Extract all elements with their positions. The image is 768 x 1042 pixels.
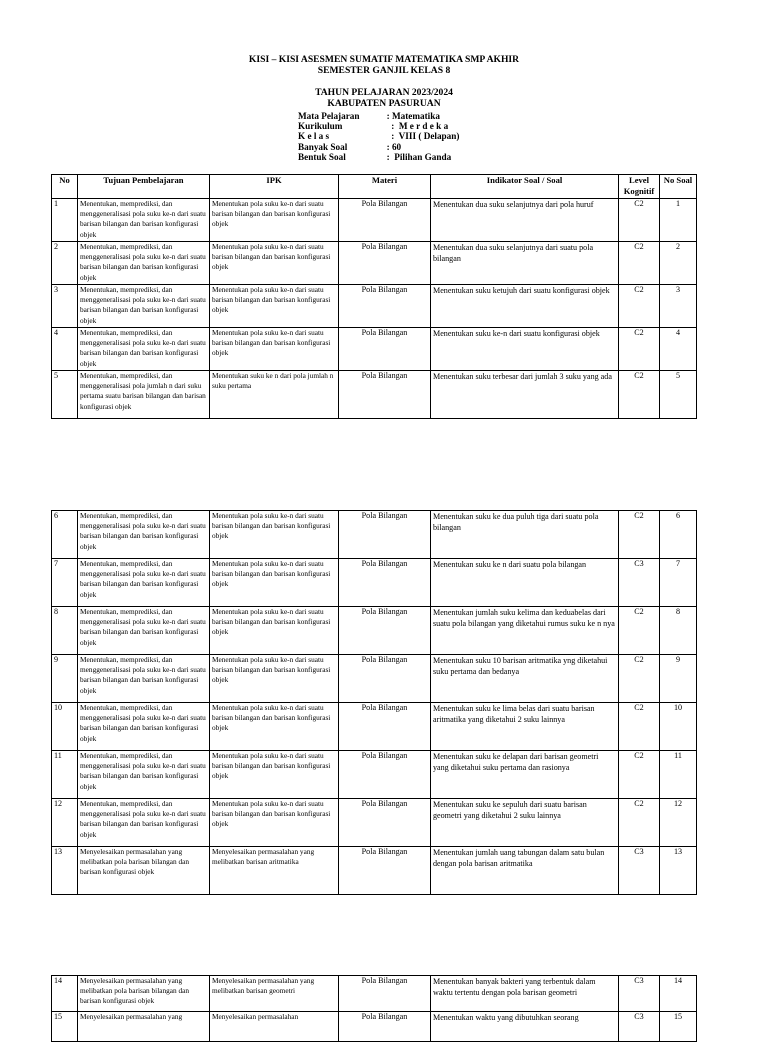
row-level: C2 bbox=[619, 703, 660, 751]
info-label: Bentuk Soal bbox=[298, 151, 346, 162]
row-indikator: Menentukan suku ke delapan dari barisan geometri yang diketahui suku pertama dan rasionya bbox=[431, 751, 619, 799]
row-materi: Pola Bilangan bbox=[339, 371, 431, 419]
row-nosoal: 3 bbox=[660, 285, 697, 328]
row-indikator: Menentukan suku terbesar dari jumlah 3 suku yang ada bbox=[431, 371, 619, 419]
table-row bbox=[52, 655, 697, 703]
row-no: 7 bbox=[52, 559, 78, 607]
row-indikator: Menentukan suku ke n dari suatu pola bilangan bbox=[431, 559, 619, 607]
info-label: K e l a s bbox=[298, 131, 330, 142]
row-materi: Pola Bilangan bbox=[339, 847, 431, 895]
row-no: 11 bbox=[52, 751, 78, 799]
kisi-table-page-3 bbox=[51, 975, 697, 1042]
kisi-table-page-2 bbox=[51, 510, 697, 895]
row-ipk: Menentukan pola suku ke-n dari suatu barisan bilangan dan barisan konfigurasi objek bbox=[210, 285, 339, 328]
row-indikator: Menentukan suku ke sepuluh dari suatu barisan geometri yang diketahui 2 suku lainnya bbox=[431, 799, 619, 847]
kisi-table-page-1 bbox=[51, 174, 697, 419]
row-level: C3 bbox=[619, 1012, 660, 1042]
row-no: 14 bbox=[52, 976, 78, 1012]
row-nosoal: 11 bbox=[660, 751, 697, 799]
info-value: : VIII ( Delapan) bbox=[382, 131, 460, 142]
row-tujuan: Menyelesaikan permasalahan yang bbox=[78, 1012, 210, 1042]
info-row bbox=[298, 131, 459, 141]
row-tujuan: Menentukan, memprediksi, dan menggeneralisasi pola suku ke-n dari suatu barisan bilangan dan barisan konfigurasi objek bbox=[78, 328, 210, 371]
row-no: 12 bbox=[52, 799, 78, 847]
row-indikator: Menentukan jumlah suku kelima dan keduabelas dari suatu pola bilangan yang diketahui rumus suku ke n nya bbox=[431, 607, 619, 655]
row-no: 4 bbox=[52, 328, 78, 371]
row-tujuan: Menyelesaikan permasalahan yang melibatkan pola barisan bilangan dan barisan konfigurasi objek bbox=[78, 976, 210, 1012]
row-level: C3 bbox=[619, 559, 660, 607]
col-header-ipk: IPK bbox=[210, 175, 339, 199]
row-ipk: Menyelesaikan permasalahan yang melibatkan barisan geometri bbox=[210, 976, 339, 1012]
row-ipk: Menentukan pola suku ke-n dari suatu barisan bilangan dan barisan konfigurasi objek bbox=[210, 655, 339, 703]
info-row bbox=[298, 121, 459, 131]
row-indikator: Menentukan waktu yang dibutuhkan seorang bbox=[431, 1012, 619, 1042]
row-nosoal: 15 bbox=[660, 1012, 697, 1042]
row-materi: Pola Bilangan bbox=[339, 511, 431, 559]
row-indikator: Menentukan suku ke dua puluh tiga dari suatu pola bilangan bbox=[431, 511, 619, 559]
row-indikator: Menentukan banyak bakteri yang terbentuk dalam waktu tertentu dengan pola barisan geometri bbox=[431, 976, 619, 1012]
row-no: 1 bbox=[52, 199, 78, 242]
row-tujuan: Menyelesaikan permasalahan yang melibatkan pola barisan bilangan dan barisan konfigurasi objek bbox=[78, 847, 210, 895]
row-indikator: Menentukan dua suku selanjutnya dari suatu pola bilangan bbox=[431, 242, 619, 285]
row-level: C2 bbox=[619, 655, 660, 703]
row-materi: Pola Bilangan bbox=[339, 655, 431, 703]
row-no: 10 bbox=[52, 703, 78, 751]
row-no: 13 bbox=[52, 847, 78, 895]
row-materi: Pola Bilangan bbox=[339, 242, 431, 285]
row-no: 6 bbox=[52, 511, 78, 559]
title-line-2: SEMESTER GANJIL KELAS 8 bbox=[317, 65, 451, 76]
row-no: 9 bbox=[52, 655, 78, 703]
table-row bbox=[52, 976, 697, 1012]
row-level: C2 bbox=[619, 607, 660, 655]
row-level: C2 bbox=[619, 511, 660, 559]
info-value: : Pilihan Ganda bbox=[382, 151, 452, 162]
row-ipk: Menentukan pola suku ke-n dari suatu barisan bilangan dan barisan konfigurasi objek bbox=[210, 751, 339, 799]
table-row bbox=[52, 242, 697, 285]
row-tujuan: Menentukan, memprediksi, dan menggeneralisasi pola suku ke-n dari suatu barisan bilangan dan barisan konfigurasi objek bbox=[78, 285, 210, 328]
row-level: C2 bbox=[619, 199, 660, 242]
col-header-level: Level Kognitif bbox=[619, 175, 660, 199]
table-row bbox=[52, 1012, 697, 1042]
table-row bbox=[52, 751, 697, 799]
row-nosoal: 6 bbox=[660, 511, 697, 559]
row-nosoal: 14 bbox=[660, 976, 697, 1012]
row-tujuan: Menentukan, memprediksi, dan menggeneralisasi pola suku ke-n dari suatu barisan bilangan dan barisan konfigurasi objek bbox=[78, 799, 210, 847]
table-row bbox=[52, 285, 697, 328]
row-nosoal: 10 bbox=[660, 703, 697, 751]
col-header-indikator: Indikator Soal / Soal bbox=[431, 175, 619, 199]
info-row bbox=[298, 111, 459, 121]
title-line-3: TAHUN PELAJARAN 2023/2024 bbox=[315, 87, 453, 98]
row-nosoal: 8 bbox=[660, 607, 697, 655]
row-tujuan: Menentukan, memprediksi, dan menggeneralisasi pola suku ke-n dari suatu barisan bilangan dan barisan konfigurasi objek bbox=[78, 199, 210, 242]
row-indikator: Menentukan suku 10 barisan aritmatika yng diketahui suku pertama dan bedanya bbox=[431, 655, 619, 703]
table-row bbox=[52, 511, 697, 559]
row-indikator: Menentukan suku ke lima belas dari suatu barisan aritmatika yang diketahui 2 suku lainnya bbox=[431, 703, 619, 751]
row-level: C3 bbox=[619, 847, 660, 895]
row-tujuan: Menentukan, memprediksi, dan menggeneralisasi pola suku ke-n dari suatu barisan bilangan dan barisan konfigurasi objek bbox=[78, 703, 210, 751]
row-tujuan: Menentukan, memprediksi, dan menggeneralisasi pola suku ke-n dari suatu barisan bilangan dan barisan konfigurasi objek bbox=[78, 655, 210, 703]
info-value: : 60 bbox=[382, 141, 402, 152]
row-level: C2 bbox=[619, 285, 660, 328]
info-label: Mata Pelajaran bbox=[298, 111, 360, 121]
row-no: 2 bbox=[52, 242, 78, 285]
row-materi: Pola Bilangan bbox=[339, 328, 431, 371]
info-value: : Matematika bbox=[382, 111, 440, 121]
table-row bbox=[52, 847, 697, 895]
row-materi: Pola Bilangan bbox=[339, 199, 431, 242]
row-ipk: Menyelesaikan permasalahan yang melibatkan barisan aritmatika bbox=[210, 847, 339, 895]
info-row bbox=[298, 152, 459, 162]
row-indikator: Menentukan jumlah uang tabungan dalam satu bulan dengan pola barisan aritmatika bbox=[431, 847, 619, 895]
row-level: C3 bbox=[619, 976, 660, 1012]
row-nosoal: 2 bbox=[660, 242, 697, 285]
info-value: : M e r d e k a bbox=[382, 121, 449, 132]
table-row bbox=[52, 328, 697, 371]
table-row bbox=[52, 703, 697, 751]
row-ipk: Menentukan pola suku ke-n dari suatu barisan bilangan dan barisan konfigurasi objek bbox=[210, 799, 339, 847]
row-nosoal: 4 bbox=[660, 328, 697, 371]
row-ipk: Menentukan pola suku ke-n dari suatu barisan bilangan dan barisan konfigurasi objek bbox=[210, 607, 339, 655]
row-level: C2 bbox=[619, 751, 660, 799]
row-materi: Pola Bilangan bbox=[339, 799, 431, 847]
col-header-no: No bbox=[52, 175, 78, 199]
col-header-nosoal: No Soal bbox=[660, 175, 697, 199]
row-materi: Pola Bilangan bbox=[339, 751, 431, 799]
row-tujuan: Menentukan, memprediksi, dan menggeneralisasi pola suku ke-n dari suatu barisan bilangan dan barisan konfigurasi objek bbox=[78, 607, 210, 655]
row-ipk: Menentukan pola suku ke-n dari suatu barisan bilangan dan barisan konfigurasi objek bbox=[210, 328, 339, 371]
row-indikator: Menentukan suku ke-n dari suatu konfigurasi objek bbox=[431, 328, 619, 371]
row-tujuan: Menentukan, memprediksi, dan menggeneralisasi pola jumlah n dari suku pertama suatu barisan bilangan dan barisan konfigurasi objek bbox=[78, 371, 210, 419]
table-row bbox=[52, 199, 697, 242]
row-tujuan: Menentukan, memprediksi, dan menggeneralisasi pola suku ke-n dari suatu barisan bilangan dan barisan konfigurasi objek bbox=[78, 751, 210, 799]
header-row bbox=[52, 175, 697, 199]
row-ipk: Menentukan pola suku ke-n dari suatu barisan bilangan dan barisan konfigurasi objek bbox=[210, 511, 339, 559]
row-level: C2 bbox=[619, 799, 660, 847]
document-header bbox=[0, 54, 768, 109]
info-label: Kurikulum bbox=[298, 121, 343, 132]
row-materi: Pola Bilangan bbox=[339, 976, 431, 1012]
row-tujuan: Menentukan, memprediksi, dan menggeneralisasi pola suku ke-n dari suatu barisan bilangan dan barisan konfigurasi objek bbox=[78, 511, 210, 559]
info-row bbox=[298, 142, 459, 152]
row-ipk: Menyelesaikan permasalahan bbox=[210, 1012, 339, 1042]
row-nosoal: 5 bbox=[660, 371, 697, 419]
row-no: 5 bbox=[52, 371, 78, 419]
col-header-materi: Materi bbox=[339, 175, 431, 199]
row-no: 8 bbox=[52, 607, 78, 655]
row-tujuan: Menentukan, memprediksi, dan menggeneralisasi pola suku ke-n dari suatu barisan bilangan dan barisan konfigurasi objek bbox=[78, 559, 210, 607]
row-no: 15 bbox=[52, 1012, 78, 1042]
row-materi: Pola Bilangan bbox=[339, 607, 431, 655]
row-nosoal: 12 bbox=[660, 799, 697, 847]
table-row bbox=[52, 371, 697, 419]
row-nosoal: 13 bbox=[660, 847, 697, 895]
subject-info bbox=[298, 111, 459, 162]
title-line-4: KABUPATEN PASURUAN bbox=[327, 98, 441, 109]
row-ipk: Menentukan pola suku ke-n dari suatu barisan bilangan dan barisan konfigurasi objek bbox=[210, 559, 339, 607]
row-level: C2 bbox=[619, 371, 660, 419]
col-header-tujuan: Tujuan Pembelajaran bbox=[78, 175, 210, 199]
table-row bbox=[52, 799, 697, 847]
row-materi: Pola Bilangan bbox=[339, 1012, 431, 1042]
row-nosoal: 7 bbox=[660, 559, 697, 607]
row-level: C2 bbox=[619, 328, 660, 371]
row-indikator: Menentukan dua suku selanjutnya dari pola huruf bbox=[431, 199, 619, 242]
row-indikator: Menentukan suku ketujuh dari suatu konfigurasi objek bbox=[431, 285, 619, 328]
row-nosoal: 1 bbox=[660, 199, 697, 242]
row-nosoal: 9 bbox=[660, 655, 697, 703]
row-level: C2 bbox=[619, 242, 660, 285]
table-row bbox=[52, 559, 697, 607]
row-materi: Pola Bilangan bbox=[339, 703, 431, 751]
row-materi: Pola Bilangan bbox=[339, 559, 431, 607]
table-row bbox=[52, 607, 697, 655]
row-no: 3 bbox=[52, 285, 78, 328]
row-ipk: Menentukan pola suku ke-n dari suatu barisan bilangan dan barisan konfigurasi objek bbox=[210, 242, 339, 285]
row-ipk: Menentukan pola suku ke-n dari suatu barisan bilangan dan barisan konfigurasi objek bbox=[210, 199, 339, 242]
row-materi: Pola Bilangan bbox=[339, 285, 431, 328]
info-label: Banyak Soal bbox=[298, 141, 348, 152]
title-line-1: KISI – KISI ASESMEN SUMATIF MATEMATIKA SMP AKHIR bbox=[248, 54, 520, 65]
row-ipk: Menentukan pola suku ke-n dari suatu barisan bilangan dan barisan konfigurasi objek bbox=[210, 703, 339, 751]
row-tujuan: Menentukan, memprediksi, dan menggeneralisasi pola suku ke-n dari suatu barisan bilangan dan barisan konfigurasi objek bbox=[78, 242, 210, 285]
row-ipk: Menentukan suku ke n dari pola jumlah n suku pertama bbox=[210, 371, 339, 419]
